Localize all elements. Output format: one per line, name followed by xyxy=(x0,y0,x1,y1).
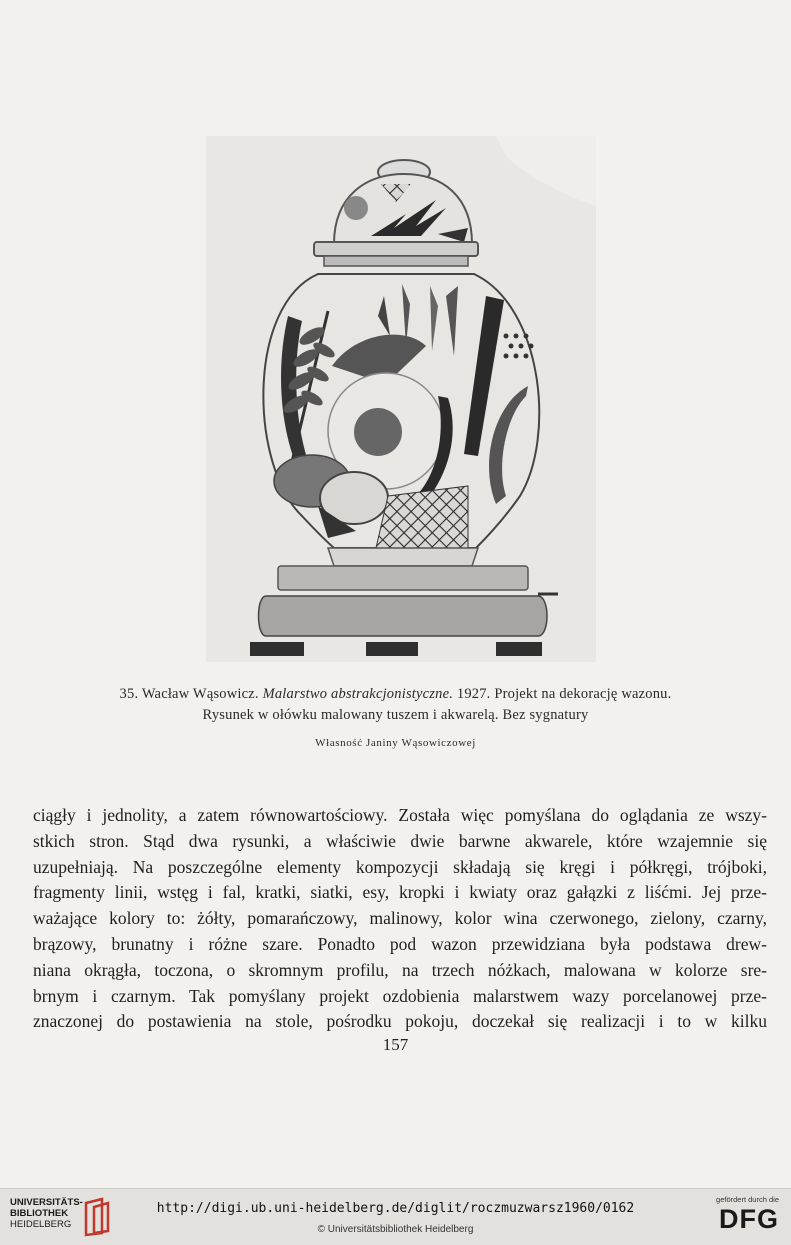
logo-line1: UNIVERSITÄTS- xyxy=(10,1197,83,1208)
logo-line2: BIBLIOTHEK xyxy=(10,1208,69,1219)
viewer-footer xyxy=(0,1188,791,1245)
copyright-notice: © Universitätsbibliothek Heidelberg xyxy=(317,1224,474,1235)
body-line: ciągły i jednolity, a zatem równowartościowy. Została więc pomyślana do oglądania ze wszy- xyxy=(33,805,767,825)
vase-drawing xyxy=(206,136,596,662)
permalink-url[interactable]: http://digi.ub.uni-heidelberg.de/diglit/roczmuzwarsz1960/0162 xyxy=(156,1201,635,1216)
body-line: fragmenty linii, wstęg i fal, kratki, siatki, esy, kropki i kwiaty oraz gałązki z liśćmi. Jej prze- xyxy=(33,882,767,903)
dfg-funder-logo[interactable] xyxy=(699,1195,779,1234)
body-line: brązowy, brunatny i różne szare. Ponadto pod wazon przewidziana była podstawa drew- xyxy=(33,933,767,954)
body-line: znaczonej do postawienia na stole, pośrodku pokoju, doczekał się realizacji i to w kilku xyxy=(33,1011,767,1032)
logo-line3: HEIDELBERG xyxy=(10,1219,72,1230)
funder-text: gefördert durch die xyxy=(716,1195,779,1204)
figure-caption-line1 xyxy=(60,686,731,703)
body-line: niana okrągła, toczona, o skromnym profilu, na trzech nóżkach, malowana w kolorze sre- xyxy=(33,959,767,980)
figure-ownership: Własność Janiny Wąsowiczowej xyxy=(315,737,476,749)
body-line: ważające kolory to: żółty, pomarańczowy, malinowy, kolor wina czerwonego, zielony, czarny, xyxy=(33,908,767,929)
body-paragraph xyxy=(33,803,767,1035)
caption-title: Malarstwo abstrakcjonistyczne. xyxy=(262,686,454,702)
caption-suffix: 1927. Projekt na dekorację wazonu. xyxy=(453,686,672,702)
dfg-logo-text: DFG xyxy=(719,1204,779,1234)
page-number: 157 xyxy=(382,1035,409,1054)
vase-illustration xyxy=(206,136,596,662)
figure-caption-line2: Rysunek w ołówku malowany tuszem i akwarelą. Bez sygnatury xyxy=(202,707,589,723)
body-line: brnym i czarnym. Tak pomyślany projekt ozdobienia malarstwem wazy porcelanowej prze- xyxy=(33,985,767,1006)
caption-prefix: 35. Wacław Wąsowicz. xyxy=(119,686,263,702)
body-line: stkich stron. Stąd dwa rysunki, a właściwie dwie barwne akwarele, które wzajemnie się xyxy=(33,830,767,851)
body-line: uzupełniają. Na poszczególne elementy kompozycji składają się kręgi i półkręgi, trójboki, xyxy=(33,856,767,877)
